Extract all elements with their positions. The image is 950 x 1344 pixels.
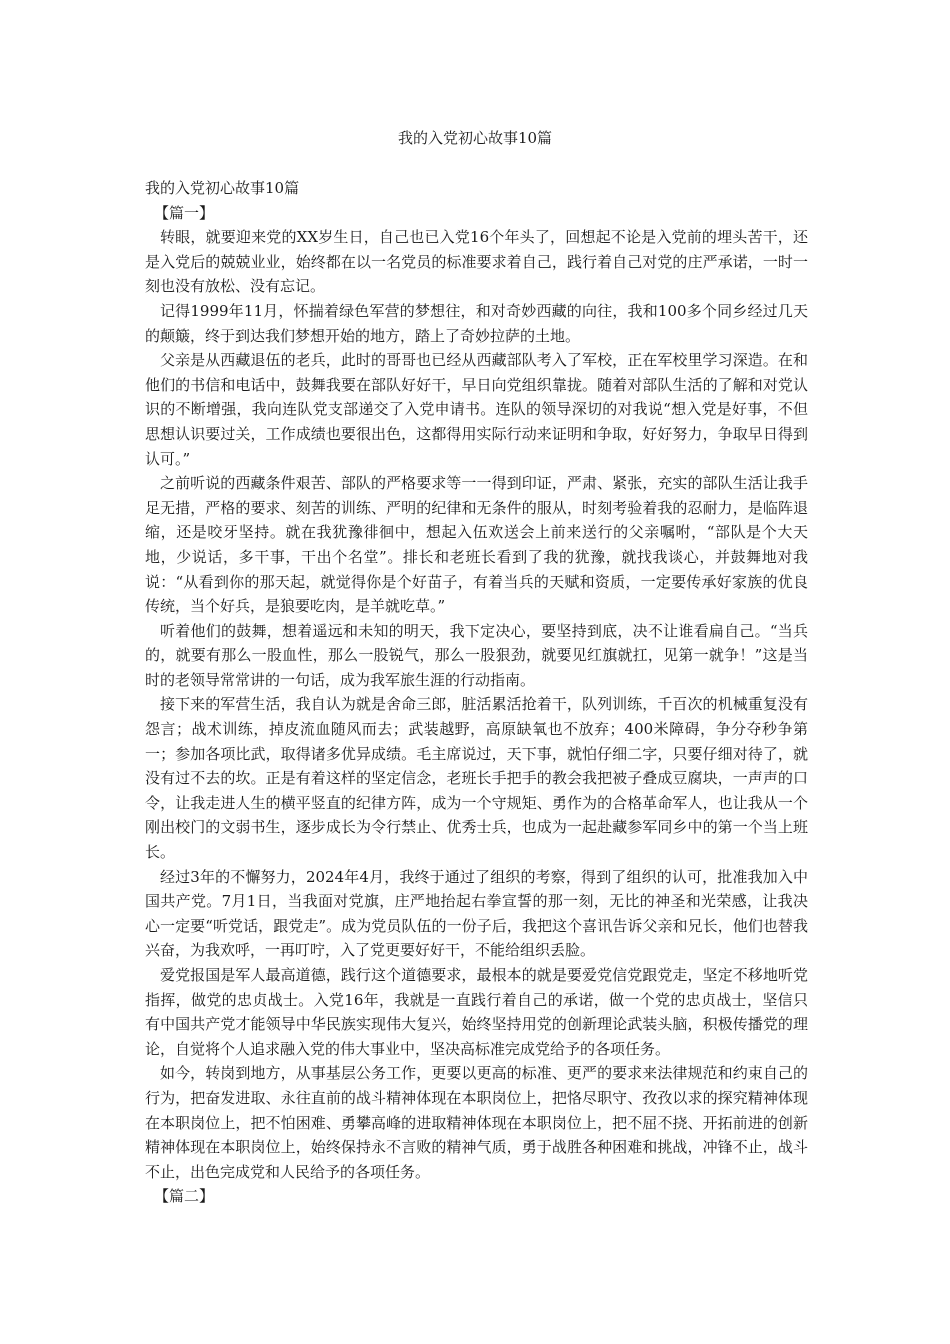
paragraph: 如今，转岗到地方，从事基层公务工作，更要以更高的标准、更严的要求来法律规范和约束自己的行为，把奋发进取、永往直前的战斗精神体现在本职岗位上，把恪尽职守、孜孜以求的探究精神体现在本职岗位上，把不怕困难、勇攀高峰的进取精神体现在本职岗位上，把不屈不挠、开拓前进的创新精神体现在本职岗位上，始终保持永不言败的精神气质，勇于战胜各种困难和挑战，冲锋不止，战斗不止，出色完成党和人民给予的各项任务。 [145,1064,808,1181]
paragraph: 转眼，就要迎来党的XX岁生日，自己也已入党16个年头了，回想起不论是入党前的埋头苦干，还是入党后的兢兢业业，始终都在以一名党员的标准要求着自己，践行着自己对党的庄严承诺，一时一刻也没有放松、没有忘记。 [145,228,808,296]
paragraph: 接下来的军营生活，我自认为就是舍命三郎，脏活累活抢着干，队列训练，千百次的机械重复没有怨言；战术训练，掉皮流血随风而去；武装越野，高原缺氧也不放弃；400米障碍，争分夺秒争第一；参加各项比武，取得诸多优异成绩。毛主席说过，天下事，就怕仔细二字，只要仔细对待了，就没有过不去的坎。正是有着这样的坚定信念，老班长手把手的教会我把被子叠成豆腐块，一声声的口令，让我走进人生的横平竖直的纪律方阵，成为一个守规矩、勇作为的合格革命军人，也让我从一个刚出校门的文弱书生，逐步成长为令行禁止、优秀士兵，也成为一起赴藏参军同乡中的第一个当上班长。 [145,695,808,862]
paragraph: 父亲是从西藏退伍的老兵，此时的哥哥也已经从西藏部队考入了军校，正在军校里学习深造。在和他们的书信和电话中，鼓舞我要在部队好好干，早日向党组织靠拢。随着对部队生活的了解和对党认识的不断增强，我向连队党支部递交了入党申请书。连队的领导深切的对我说“想入党是好事，不但思想认识要过关，工作成绩也要很出色，这都得用实际行动来证明和争取，好好努力，争取早日得到认可。” [145,351,808,468]
page-title: 我的入党初心故事10篇 [397,129,553,147]
document-body [145,176,808,1209]
paragraph: 经过3年的不懈努力，2024年4月，我终于通过了组织的考察，得到了组织的认可，批准我加入中国共产党。7月1日，当我面对党旗，庄严地抬起右拳宣誓的那一刻，无比的神圣和光荣感，让我决心一定要“听党话，跟党走”。成为党员队伍的一份子后，我把这个喜讯告诉父亲和兄长，他们也替我兴奋，为我欢呼，一再叮咛，入了党更要好好干，不能给组织丢脸。 [145,867,808,960]
paragraph: 听着他们的鼓舞，想着遥远和未知的明天，我下定决心，要坚持到底，决不让谁看扁自己。“当兵的，就要有那么一股血性，那么一股锐气，那么一股狠劲，就要见红旗就扛，见第一就争！”这是当时的老领导常常讲的一句话，成为我军旅生涯的行动指南。 [145,621,808,689]
paragraph: 爱党报国是军人最高道德，践行这个道德要求，最根本的就是要爱党信党跟党走，坚定不移地听党指挥，做党的忠贞战士。入党16年，我就是一直践行着自己的承诺，做一个党的忠贞战士，坚信只有中国共产党才能领导中华民族实现伟大复兴，始终坚持用党的创新理论武装头脑，积极传播党的理论，自觉将个人追求融入党的伟大事业中，坚决高标准完成党给予的各项任务。 [145,966,808,1058]
paragraph: 之前听说的西藏条件艰苦、部队的严格要求等一一得到印证，严肃、紧张，充实的部队生活让我手足无措，严格的要求、刻苦的训练、严明的纪律和无条件的服从，时刻考验着我的忍耐力，是临阵退缩，还是咬牙坚持。就在我犹豫徘徊中，想起入伍欢送会上前来送行的父亲嘱咐，“部队是个大天地，少说话，多干事，干出个名堂”。排长和老班长看到了我的犹豫，就找我谈心，并鼓舞地对我说：“从看到你的那天起，就觉得你是个好苗子，有着当兵的天赋和资质，一定要传承好家族的优良传统，当个好兵，是狼要吃肉，是羊就吃草。” [145,474,808,616]
document-subtitle: 我的入党初心故事10篇 [145,179,300,197]
section-label-2: 【篇二】 [154,1187,215,1206]
section-label-1: 【篇一】 [154,203,215,222]
paragraph: 记得1999年11月，怀揣着绿色军营的梦想往，和对奇妙西藏的向往，我和100多个同乡经过几天的颠簸，终于到达我们梦想开始的地方，踏上了奇妙拉萨的土地。 [145,301,808,345]
